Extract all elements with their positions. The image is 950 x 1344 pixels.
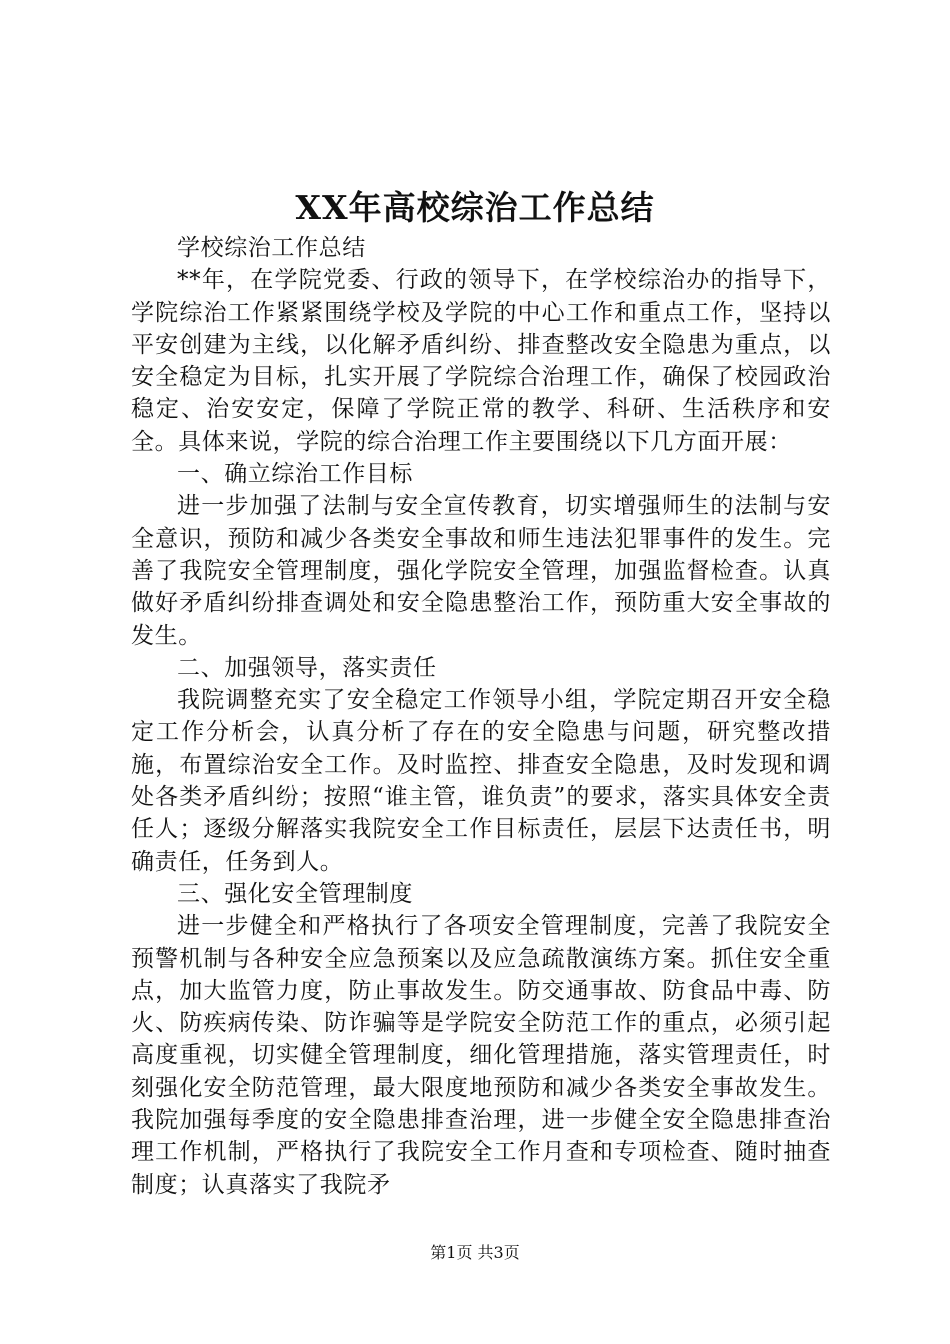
paragraph-section-1: 进一步加强了法制与安全宣传教育，切实增强师生的法制与安全意识，预防和减少各类安全事故和师生违法犯罪事件的发生。完善了我院安全管理制度，强化学院安全管理，加强监督检查。认真做好矛盾纠纷排查调处和安全隐患整治工作，预防重大安全事故的发生。	[131, 493, 831, 649]
document-body	[131, 232, 831, 1201]
paragraph-section-3: 进一步健全和严格执行了各项安全管理制度，完善了我院安全预警机制与各种安全应急预案以及应急疏散演练方案。抓住安全重点，加大监管力度，防止事故发生。防交通事故、防食品中毒、防火、防疾病传染、防诈骗等是学院安全防范工作的重点，必须引起高度重视，切实健全管理制度，细化管理措施，落实管理责任，时刻强化安全防范管理，最大限度地预防和减少各类安全事故发生。我院加强每季度的安全隐患排查治理，进一步健全安全隐患排查治理工作机制，严格执行了我院安全工作月查和专项检查、随时抽查制度；认真落实了我院矛	[131, 913, 831, 1198]
paragraph-subtitle: 学校综治工作总结	[177, 235, 366, 261]
section-heading-2: 二、加强领导，落实责任	[177, 654, 437, 681]
page-number-footer: 第1页 共3页	[430, 1243, 520, 1262]
section-heading-3: 三、强化安全管理制度	[177, 880, 413, 907]
section-heading-1: 一、确立综治工作目标	[177, 461, 413, 488]
paragraph-section-2: 我院调整充实了安全稳定工作领导小组，学院定期召开安全稳定工作分析会，认真分析了存在的安全隐患与问题，研究整改措施，布置综治安全工作。及时监控、排查安全隐患，及时发现和调处各类矛盾纠纷；按照“谁主管，谁负责”的要求，落实具体安全责任人；逐级分解落实我院安全工作目标责任，层层下达责任书，明确责任，任务到人。	[131, 687, 831, 875]
document-title: XX年高校综治工作总结	[295, 188, 655, 227]
paragraph-intro: **年，在学院党委、行政的领导下，在学校综治办的指导下，学院综治工作紧紧围绕学校及学院的中心工作和重点工作，坚持以平安创建为主线，以化解矛盾纠纷、排查整改安全隐患为重点，以安全稳定为目标，扎实开展了学院综合治理工作，确保了校园政治稳定、治安安定，保障了学院正常的教学、科研、生活秩序和安全。具体来说，学院的综合治理工作主要围绕以下几方面开展：	[131, 267, 831, 455]
